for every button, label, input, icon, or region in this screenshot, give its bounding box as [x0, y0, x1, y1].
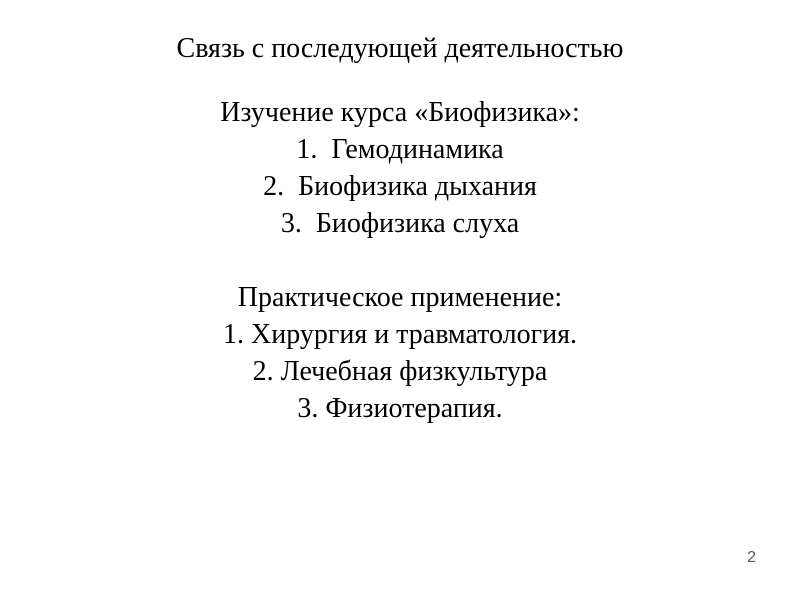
study-heading: Изучение курса «Биофизика»:	[220, 97, 580, 128]
practice-item-2: 2. Лечебная физкультура	[252, 356, 548, 387]
practice-item-3: 3. Физиотерапия.	[297, 393, 503, 424]
practice-heading: Практическое применение:	[237, 282, 563, 313]
slide-title: Связь с последующей деятельностью	[176, 33, 624, 64]
practice-item-1: 1. Хирургия и травматология.	[223, 319, 577, 350]
page-number: 2	[747, 549, 756, 566]
study-item-1: 1. Гемодинамика	[296, 134, 504, 165]
practice-section	[0, 279, 800, 427]
study-section	[0, 94, 800, 242]
study-item-3: 3. Биофизика слуха	[280, 208, 520, 239]
study-item-2: 2. Биофизика дыхания	[263, 171, 537, 202]
